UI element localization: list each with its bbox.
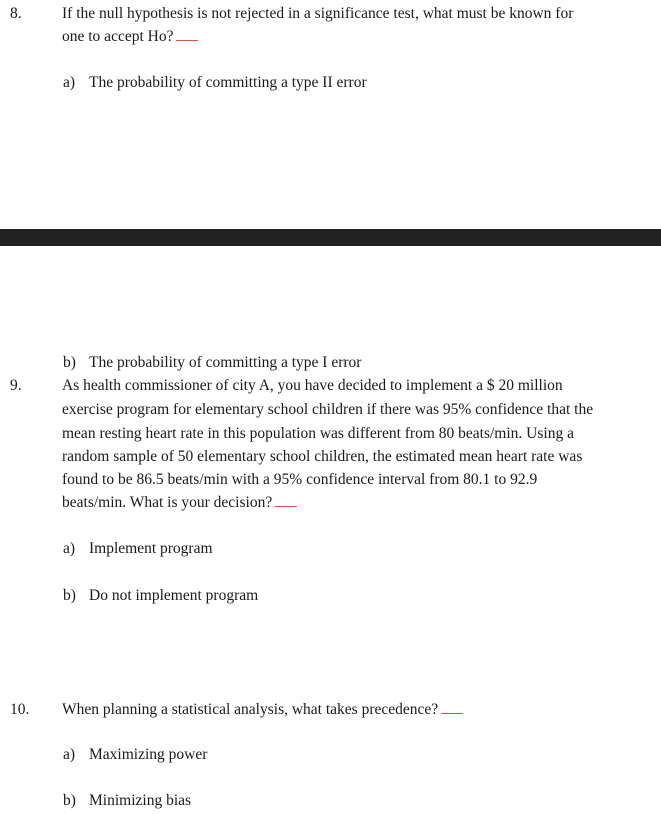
option-text: The probability of committing a type II error xyxy=(89,74,367,91)
question-8-number: 8. xyxy=(10,5,22,22)
question-9-number: 9. xyxy=(10,377,22,394)
answer-blank[interactable] xyxy=(275,492,297,507)
option-letter: a) xyxy=(63,746,76,763)
question-9-text-line-2: exercise program for elementary school children if there was 95% confidence that the xyxy=(62,401,594,418)
answer-blank[interactable] xyxy=(176,26,198,41)
question-9-text-line-5: found to be 86.5 beats/min with a 95% confidence interval from 80.1 to 92.9 xyxy=(62,471,538,488)
option-text: Implement program xyxy=(89,540,213,557)
question-9-text-line-6 xyxy=(62,492,297,514)
question-8-text: one to accept Ho? xyxy=(62,28,174,45)
option-text: Minimizing bias xyxy=(89,792,192,809)
question-9-option-a xyxy=(63,538,213,560)
question-10-option-b xyxy=(63,790,191,812)
option-text: The probability of committing a type I error xyxy=(89,354,362,371)
question-10-number: 10. xyxy=(10,701,30,718)
option-letter: a) xyxy=(63,540,76,557)
question-8-text-line-1: If the null hypothesis is not rejected in a significance test, what must be known for xyxy=(62,5,574,22)
option-text: Do not implement program xyxy=(89,587,259,604)
page-divider xyxy=(0,229,661,246)
option-letter: b) xyxy=(63,354,76,371)
question-9-text: beats/min. What is your decision? xyxy=(62,494,273,511)
question-9-text-line-3: mean resting heart rate in this population was different from 80 beats/min. Using a xyxy=(62,425,574,442)
option-letter: a) xyxy=(63,74,76,91)
question-10-text: When planning a statistical analysis, what takes precedence? xyxy=(62,701,439,718)
option-letter: b) xyxy=(63,792,76,809)
question-9-text-line-1: As health commissioner of city A, you have decided to implement a $ 20 million xyxy=(62,377,563,394)
question-8-option-b xyxy=(63,352,361,374)
question-9-option-b xyxy=(63,585,258,607)
option-text: Maximizing power xyxy=(89,746,208,763)
question-9-text-line-4: random sample of 50 elementary school children, the estimated mean heart rate was xyxy=(62,448,583,465)
question-8-text-line-2 xyxy=(62,26,198,48)
question-10-text-line-1 xyxy=(62,699,463,721)
answer-blank[interactable] xyxy=(441,699,463,714)
option-letter: b) xyxy=(63,587,76,604)
question-8-option-a xyxy=(63,72,367,94)
question-10-option-a xyxy=(63,744,207,766)
